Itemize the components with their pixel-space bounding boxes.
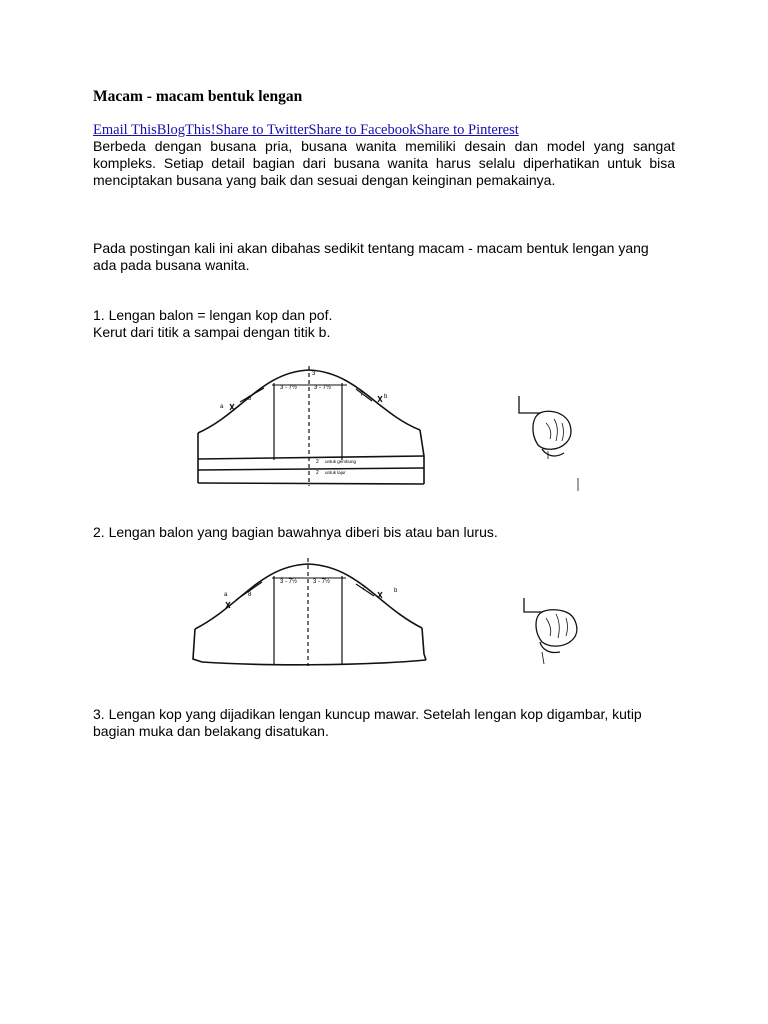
- share-facebook-link[interactable]: Share to Facebook: [308, 122, 417, 138]
- measure-right: 3 - 7½: [314, 385, 332, 391]
- label-8: 8: [248, 396, 252, 402]
- band1-text: untuk gembung: [325, 459, 357, 464]
- page-title: Macam - macam bentuk lengan: [93, 88, 303, 105]
- d2-measure-right: 3 - 7½: [313, 579, 331, 585]
- d2-label-8: 8: [248, 592, 252, 598]
- band2-text: untuk lajur: [325, 470, 346, 475]
- item-3: 3. Lengan kop yang dijadikan lengan kuncup mawar. Setelah lengan kop digambar, kutip bagian muka dan belakang disatukan.: [93, 706, 642, 739]
- band1-number: 2: [316, 459, 319, 465]
- band2-number: 2: [316, 470, 319, 476]
- sleeve-pattern-diagram-1: [192, 358, 432, 488]
- sleeve-sketch-1: [512, 393, 582, 493]
- d2-label-b: b: [394, 588, 398, 594]
- lead-paragraph: Pada postingan kali ini akan dibahas sedikit tentang macam - macam bentuk lengan yang ada pada busana wanita.: [93, 240, 649, 273]
- sleeve-pattern-diagram-2: [190, 556, 430, 668]
- d2-label-a: a: [224, 592, 228, 598]
- label-7: 7: [360, 392, 364, 398]
- blogthis-link[interactable]: BlogThis!: [156, 122, 216, 138]
- d2-label-7: 7: [362, 586, 366, 592]
- item-1-desc: Kerut dari titik a sampai dengan titik b.: [93, 324, 331, 340]
- share-twitter-link[interactable]: Share to Twitter: [215, 122, 309, 138]
- measure-left: 3 - 7½: [280, 385, 298, 391]
- d2-measure-left: 3 - 7½: [280, 579, 298, 585]
- item-1: [93, 307, 675, 341]
- sleeve-sketch-2: [520, 596, 584, 668]
- email-this-link[interactable]: Email This: [93, 122, 157, 138]
- item-1-title: 1. Lengan balon = lengan kop dan pof.: [93, 307, 333, 323]
- share-pinterest-link[interactable]: Share to Pinterest: [416, 122, 519, 138]
- label-3: 3: [312, 371, 316, 377]
- label-b: b: [384, 394, 388, 400]
- item-2: 2. Lengan balon yang bagian bawahnya diberi bis atau ban lurus.: [93, 524, 498, 540]
- intro-paragraph: Berbeda dengan busana pria, busana wanita memiliki desain dan model yang sangat kompleks. Setiap detail bagian dari busana wanita harus selalu diperhatikan untuk bisa menciptakan busana yang baik dan sesuai dengan keinginan pemakainya.: [93, 138, 675, 188]
- share-links-bar: [93, 122, 519, 139]
- label-a: a: [220, 404, 224, 410]
